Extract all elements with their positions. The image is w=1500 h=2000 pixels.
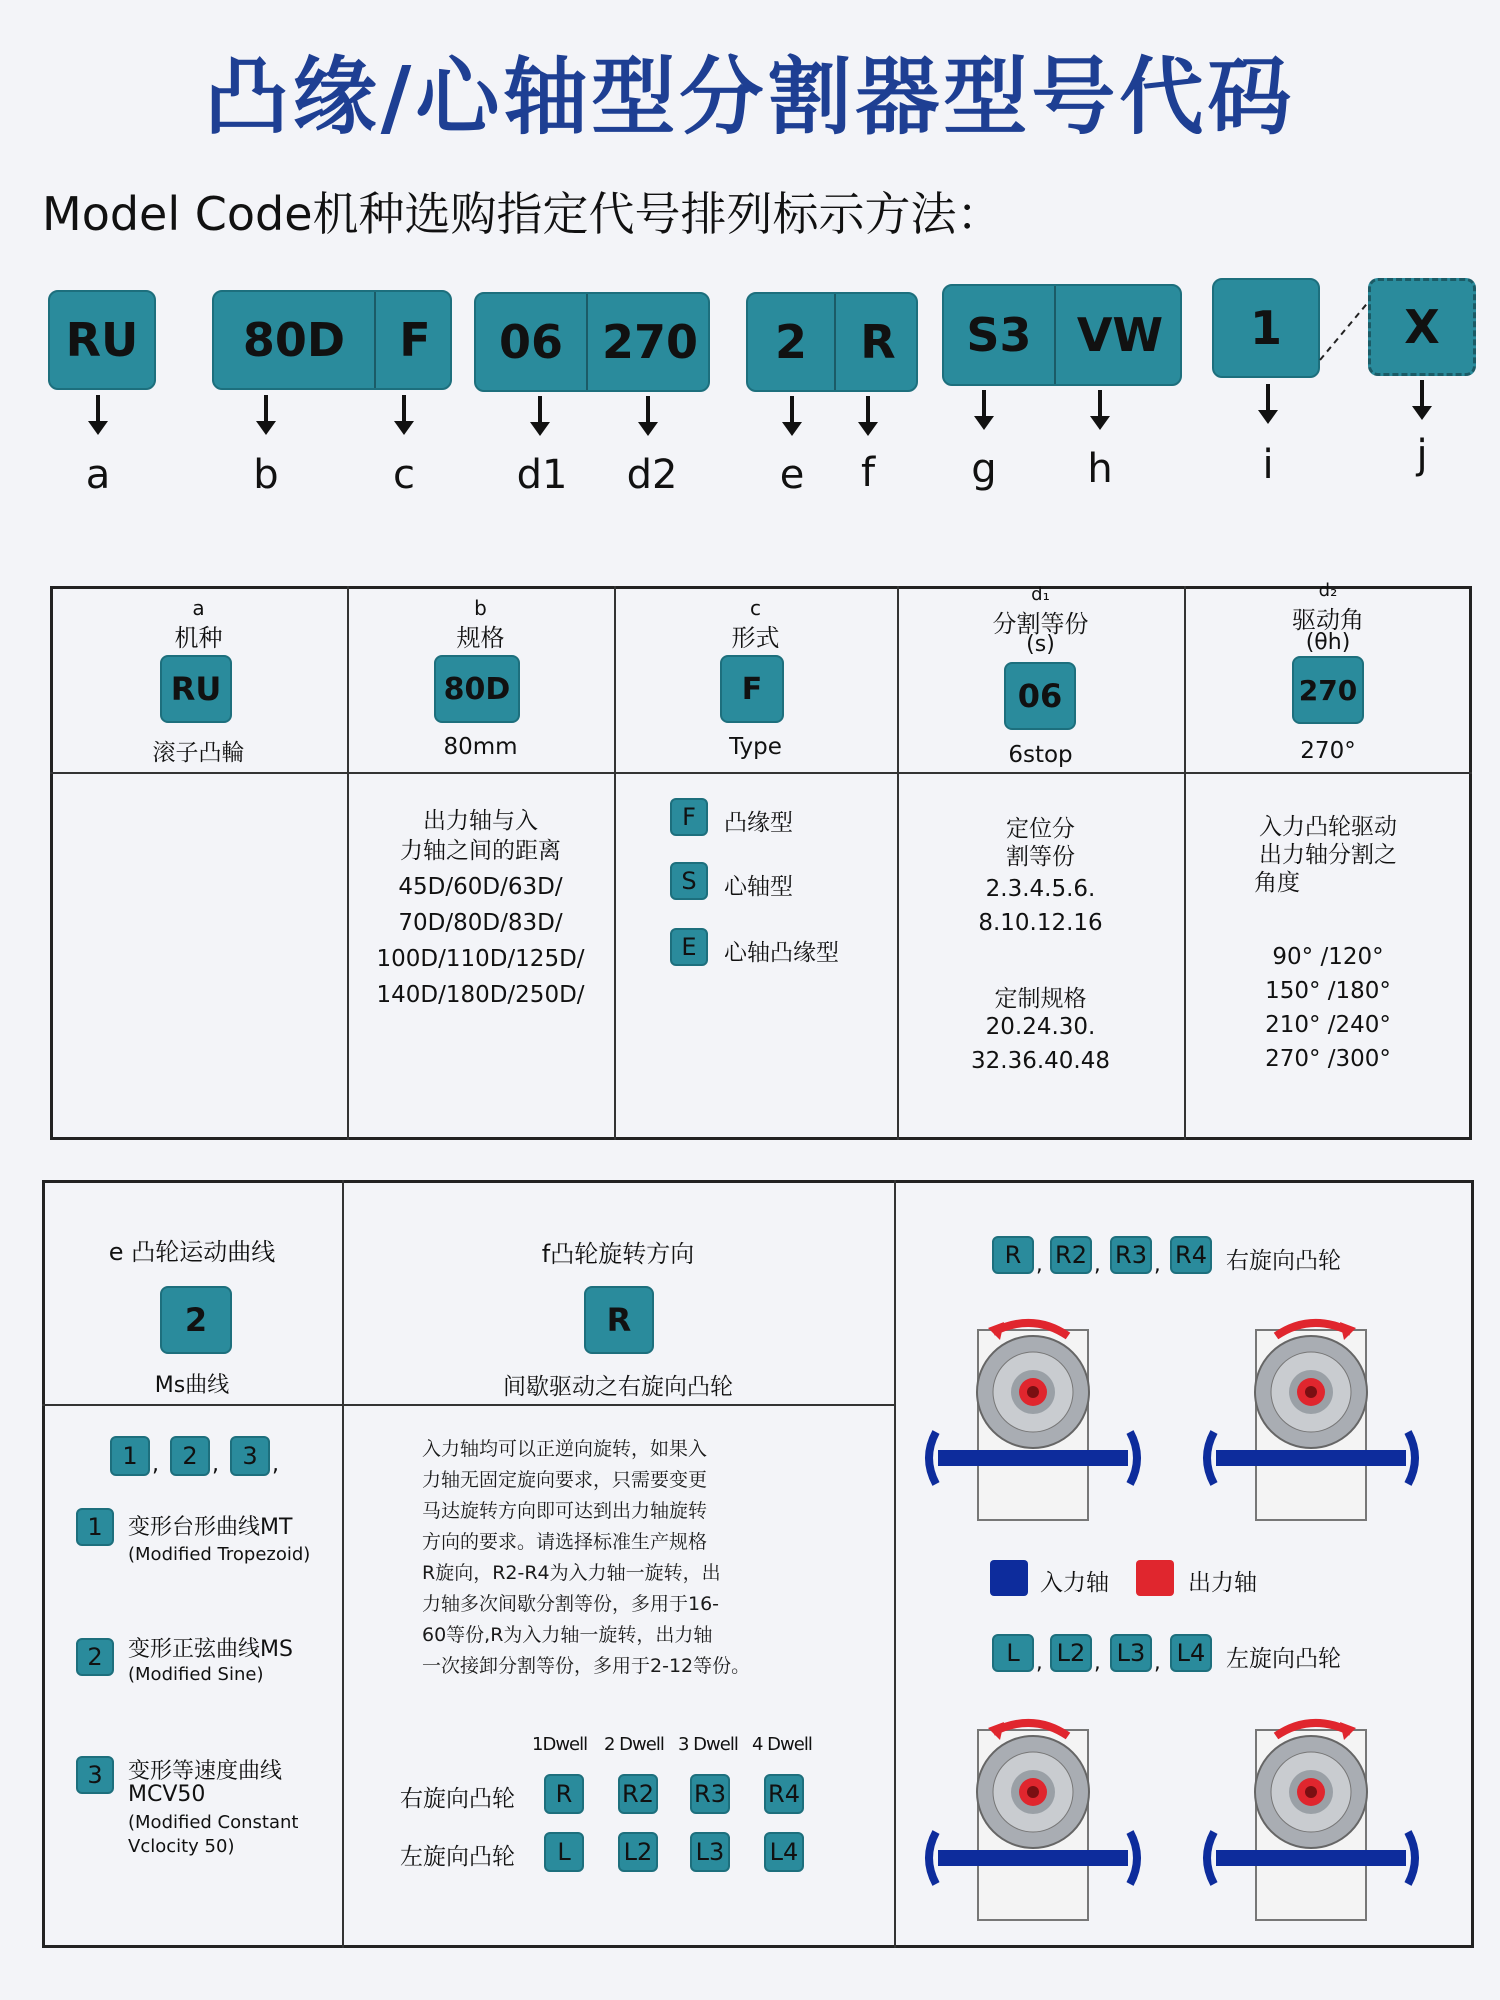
col-d2-desc: 入力凸轮驱动 (1259, 814, 1397, 840)
table2-row-divider (42, 1404, 894, 1406)
code-badge-i: 1 (1212, 278, 1320, 378)
code-badge-b-c (212, 290, 452, 390)
arrow-d1 (538, 396, 542, 426)
output-shaft-swatch (1136, 1560, 1174, 1596)
col-b-sizes: 45D/60D/63D/ (398, 874, 563, 900)
comma: , (272, 1452, 279, 1477)
code-badge-a: RU (48, 290, 156, 390)
diagram-right-R3: R3 (1110, 1236, 1152, 1274)
output-shaft-label: 出力轴 (1188, 1570, 1257, 1596)
curve-1-name: 变形台形曲线MT (128, 1515, 293, 1540)
arrow-i (1266, 384, 1270, 414)
curve-2-badge: 2 (76, 1638, 114, 1676)
description-line: 马达旋转方向即可达到出力轴旋转 (422, 1500, 708, 1522)
table1-col-divider (614, 586, 616, 1140)
input-shaft (1216, 1450, 1406, 1466)
col-d1-std-title: 割等份 (1006, 844, 1075, 870)
col-c-badge: F (720, 655, 784, 723)
col-c-caption: Type (729, 734, 782, 760)
col-d2-sub: (θh) (1305, 630, 1351, 655)
arrow-b (264, 395, 268, 425)
code-letter-c: c (393, 452, 415, 498)
arrow-e (790, 396, 794, 426)
col-d1-std-values: 2.3.4.5.6. (985, 876, 1096, 902)
comma: , (1094, 1650, 1101, 1674)
indexer-body (1255, 1330, 1367, 1520)
arrow-h (1098, 390, 1102, 420)
curve-2-name: 变形正弦曲线MS (128, 1637, 293, 1662)
col-d2-desc: 出力轴分割之 (1259, 842, 1397, 868)
description-line: 入力轴均可以正逆向旋转，如果入 (422, 1438, 708, 1460)
input-shaft (1216, 1850, 1406, 1866)
comma: , (1154, 1650, 1161, 1674)
code-letter-g: g (971, 446, 997, 492)
page-subtitle: Model Code机种选购指定代号排列标示方法： (42, 187, 1003, 241)
type-s-badge: S (670, 862, 708, 900)
curve-3-name: 变形等速度曲线 (128, 1759, 283, 1784)
right-code-R4: R4 (764, 1774, 804, 1814)
comma: , (212, 1452, 219, 1477)
diagram-left-L2: L2 (1050, 1634, 1092, 1672)
diagram-right-R4: R4 (1170, 1236, 1212, 1274)
col-d1-std-values: 8.10.12.16 (978, 910, 1103, 936)
code-badge-d1: 06 (498, 315, 563, 369)
indexer-diagram-left-1 (918, 1700, 1158, 1930)
code-badge-f: R (860, 315, 896, 369)
col-d1-std-title: 定位分 (1006, 816, 1075, 842)
code-letter-d1: d1 (516, 452, 568, 498)
indexer-diagram-right-1 (918, 1300, 1158, 1530)
col-d2-badge: 270 (1292, 656, 1364, 724)
right-code-R: R (544, 1774, 584, 1814)
col-d2-name: 驱动角 (1292, 606, 1364, 634)
code-letter-i: i (1262, 442, 1274, 488)
col-a-badge: RU (160, 655, 232, 723)
code-letter-h: h (1087, 446, 1113, 492)
description-line: R旋向，R2-R4为入力轴一旋转，出 (422, 1562, 721, 1584)
curve-3-badge: 3 (76, 1756, 114, 1794)
curve-pick-2: 2 (170, 1436, 210, 1476)
col-b-sizes: 70D/80D/83D/ (398, 910, 563, 936)
code-badge-d (474, 292, 710, 392)
col-d1-code: d₁ (1031, 584, 1050, 605)
table1-row-divider (50, 772, 1472, 774)
col-a-code: a (192, 596, 205, 620)
diagram-right-R2: R2 (1050, 1236, 1092, 1274)
col-d2-angle: 90° /120° (1272, 944, 1384, 970)
comma: , (1036, 1650, 1043, 1674)
type-e-label: 心轴凸缘型 (724, 940, 839, 966)
code-letter-a: a (85, 452, 111, 498)
col-b-caption: 80mm (443, 734, 518, 760)
comma: , (1094, 1252, 1101, 1276)
diagram-left-L3: L3 (1110, 1634, 1152, 1672)
col-c-name: 形式 (731, 624, 780, 652)
code-badge-b: 80D (242, 313, 346, 367)
curve-pick-1: 1 (110, 1436, 150, 1476)
col-f-description (422, 1434, 852, 1682)
indexer-diagram-right-2 (1196, 1300, 1436, 1530)
curve-pick-3: 3 (230, 1436, 270, 1476)
col-f-caption: 间歇驱动之右旋向凸轮 (503, 1374, 733, 1400)
col-d2-desc: 角度 (1254, 870, 1300, 896)
indexer-diagram-left-2 (1196, 1700, 1436, 1930)
dashed-connector (1318, 290, 1372, 370)
col-d2-angle: 150° /180° (1265, 978, 1391, 1004)
curve-3-en: Vclocity 50) (128, 1836, 235, 1857)
curve-1-en: (Modified Tropezoid) (128, 1544, 311, 1565)
right-cam-label: 右旋向凸轮 (400, 1786, 515, 1812)
curve-3-name2: MCV50 (128, 1782, 206, 1807)
col-b-desc: 出力轴与入 (423, 808, 538, 834)
code-badge-h: VW (1076, 308, 1164, 362)
code-badge-g-h (942, 284, 1182, 386)
code-badge-d2: 270 (601, 315, 699, 369)
col-a-caption: 滚子凸輪 (152, 740, 245, 766)
comma: , (1154, 1252, 1161, 1276)
col-e-title: e 凸轮运动曲线 (108, 1238, 276, 1266)
comma: , (152, 1452, 159, 1477)
curve-2-en: (Modified Sine) (128, 1664, 264, 1685)
arrow-c (402, 395, 406, 425)
col-d1-custom-values: 32.36.40.48 (971, 1048, 1110, 1074)
col-d2-code: d₂ (1318, 580, 1338, 601)
col-f-title: f凸轮旋转方向 (541, 1240, 695, 1268)
type-s-label: 心轴型 (724, 874, 793, 900)
left-code-L: L (544, 1832, 584, 1872)
arrow-a (96, 395, 100, 425)
page-title: 凸缘/心轴型分割器型号代码 (204, 48, 1296, 146)
col-b-code: b (474, 596, 487, 620)
col-b-badge: 80D (434, 655, 520, 723)
type-f-label: 凸缘型 (724, 810, 793, 836)
code-badge-j: X (1368, 278, 1476, 376)
description-line: 方向的要求。请选择标准生产规格 (422, 1531, 708, 1553)
table2-col-divider (342, 1180, 344, 1948)
col-b-sizes: 100D/110D/125D/ (376, 946, 585, 972)
input-shaft (938, 1450, 1128, 1466)
col-d1-sub: (s) (1026, 632, 1055, 657)
type-f-badge: F (670, 798, 708, 836)
left-code-L2: L2 (618, 1832, 658, 1872)
indexer-body (977, 1330, 1089, 1520)
dwell-header: 4 Dwell (752, 1734, 812, 1755)
dwell-header: 1Dwell (532, 1734, 588, 1755)
indexer-body (977, 1730, 1089, 1920)
code-badge-e-f (746, 292, 918, 392)
input-shaft-label: 入力轴 (1040, 1570, 1109, 1596)
left-cam-label: 左旋向凸轮 (400, 1844, 515, 1870)
col-b-sizes: 140D/180D/250D/ (376, 982, 585, 1008)
arrow-g (982, 390, 986, 420)
col-d1-name: 分割等份 (992, 610, 1089, 638)
col-d2-angle: 270° /300° (1265, 1046, 1391, 1072)
code-letter-f: f (860, 450, 876, 496)
description-line: 力轴无固定旋向要求，只需要变更 (422, 1469, 708, 1491)
code-letter-j: j (1416, 432, 1428, 478)
arrow-d2 (646, 396, 650, 426)
dwell-header: 2 Dwell (604, 1734, 664, 1755)
code-letter-b: b (253, 452, 279, 498)
arrow-f (866, 396, 870, 426)
col-d2-angle: 210° /240° (1265, 1012, 1391, 1038)
right-code-R3: R3 (690, 1774, 730, 1814)
input-shaft-swatch (990, 1560, 1028, 1596)
indexer-body (1255, 1730, 1367, 1920)
type-e-badge: E (670, 928, 708, 966)
col-c-code: c (750, 596, 761, 620)
description-line: 60等份,R为入力轴一旋转，出力轴 (422, 1624, 713, 1646)
left-code-L3: L3 (690, 1832, 730, 1872)
col-a-name: 机种 (174, 624, 223, 652)
col-b-name: 规格 (456, 624, 505, 652)
col-f-badge: R (584, 1286, 654, 1354)
col-b-desc: 力轴之间的距离 (400, 838, 561, 864)
dwell-header: 3 Dwell (678, 1734, 738, 1755)
description-line: 力轴多次间歇分割等份，多用于16- (422, 1593, 720, 1615)
diagram-left-L4: L4 (1170, 1634, 1212, 1672)
code-badge-c: F (399, 313, 431, 367)
col-d1-badge: 06 (1004, 662, 1076, 730)
curve-1-badge: 1 (76, 1508, 114, 1546)
code-badge-e: 2 (774, 315, 807, 369)
col-d2-caption: 270° (1300, 738, 1356, 764)
description-line: 一次接卸分割等份，多用于2-12等份。 (422, 1655, 751, 1677)
comma: , (1036, 1252, 1043, 1276)
col-d1-caption: 6stop (1008, 742, 1073, 768)
code-badge-g: S3 (966, 308, 1032, 362)
diagram-right-R: R (992, 1236, 1034, 1274)
col-e-caption: Ms曲线 (154, 1373, 230, 1398)
left-code-L4: L4 (764, 1832, 804, 1872)
col-e-badge: 2 (160, 1286, 232, 1354)
code-letter-e: e (779, 452, 805, 498)
arrow-j (1420, 380, 1424, 410)
code-letter-d2: d2 (626, 452, 678, 498)
diagram-right-label: 右旋向凸轮 (1226, 1248, 1341, 1274)
col-d1-custom-values: 20.24.30. (985, 1014, 1096, 1040)
right-code-R2: R2 (618, 1774, 658, 1814)
diagram-left-L: L (992, 1634, 1034, 1672)
table2-col-divider (894, 1180, 896, 1948)
diagram-left-label: 左旋向凸轮 (1226, 1646, 1341, 1672)
input-shaft (938, 1850, 1128, 1866)
col-d1-custom-title: 定制规格 (994, 986, 1087, 1012)
curve-3-en: (Modified Constant (128, 1812, 299, 1833)
